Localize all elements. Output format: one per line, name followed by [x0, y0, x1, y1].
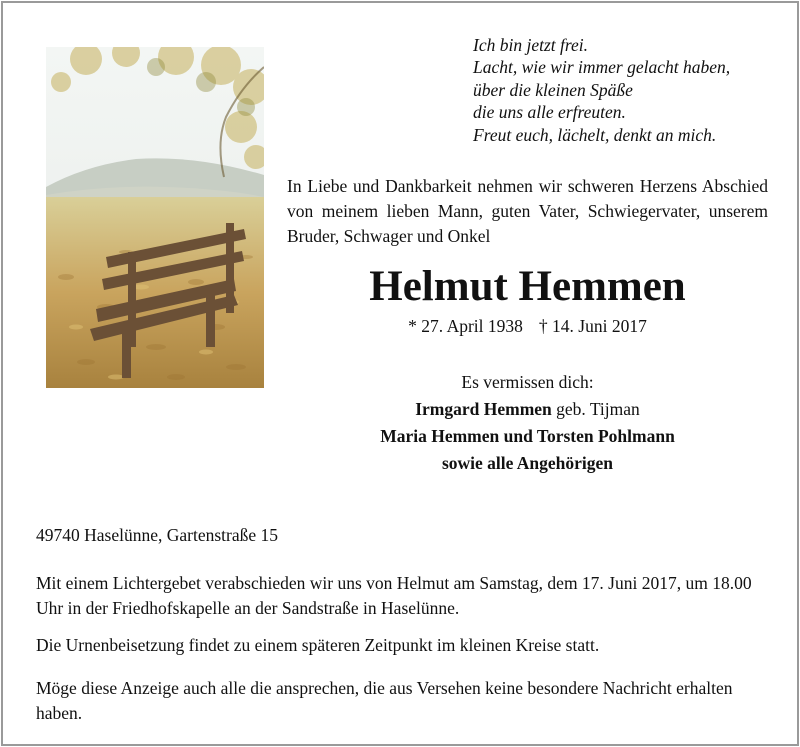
mourner-line	[265, 396, 790, 423]
mourner-line: sowie alle Angehörigen	[441, 453, 614, 473]
life-dates	[265, 315, 790, 337]
deceased-name: Helmut Hemmen	[369, 263, 686, 310]
poem-line: Freut euch, lächelt, denkt an mich.	[473, 124, 717, 145]
burial-paragraph: Die Urnenbeisetzung findet zu einem späteren Zeitpunkt im kleinen Kreise statt.	[36, 635, 600, 655]
address: 49740 Haselünne, Gartenstraße 15	[36, 525, 279, 545]
poem	[473, 34, 793, 146]
intro-text: In Liebe und Dankbarkeit nehmen wir schweren Herzens Abschied von meinem lieben Mann, guten Vater, Schwiegervater, unserem Bruder, Schwager und Onkel	[287, 176, 768, 246]
service-paragraph: Mit einem Lichtergebet verabschieden wir uns von Helmut am Samstag, dem 17. Juni 2017, um 18.00 Uhr in der Friedhofskapelle an der Sandstraße in Haselünne.	[36, 573, 752, 618]
obituary-notice	[1, 1, 799, 746]
poem-line: Lacht, wie wir immer gelacht haben,	[473, 57, 731, 78]
poem-line: über die kleinen Späße	[473, 79, 633, 100]
bench-autumn-photo	[46, 47, 264, 388]
poem-line: Ich bin jetzt frei.	[473, 35, 589, 55]
birth-date: * 27. April 1938	[408, 316, 523, 336]
notice-paragraph: Möge diese Anzeige auch alle die ansprechen, die aus Versehen keine besondere Nachricht erhalten haben.	[36, 678, 733, 723]
mourners-block	[265, 369, 790, 477]
mourner-line: Maria Hemmen und Torsten Pohlmann	[380, 426, 675, 446]
mourners-heading: Es vermissen dich:	[461, 372, 594, 392]
mourner-name: Irmgard Hemmen	[415, 399, 552, 419]
poem-line: die uns alle erfreuten.	[473, 102, 626, 123]
mourner-suffix: geb. Tijman	[551, 399, 640, 419]
death-date: † 14. Juni 2017	[538, 316, 647, 336]
